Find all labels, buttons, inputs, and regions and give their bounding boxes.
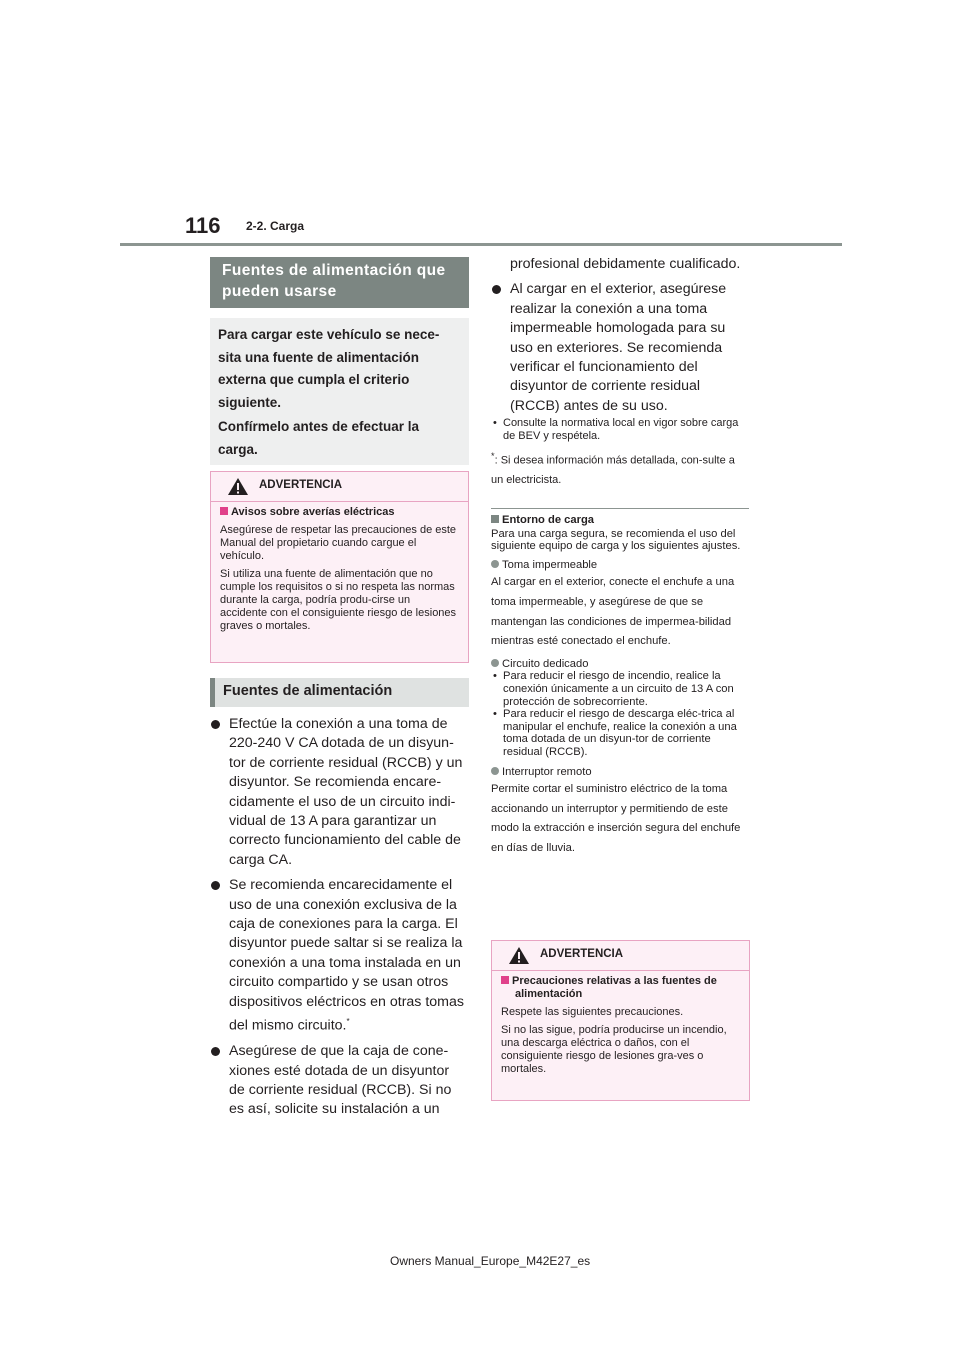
notes — [491, 417, 749, 490]
item-text: Permite cortar el suministro eléctrico de la toma accionando un interruptor y permitiendo de este modo la extracción e inserción segura del enchufe en días de lluvia. — [491, 783, 741, 854]
grey-square-icon — [491, 515, 499, 523]
item-sub: • Para reducir el riesgo de incendio, realice la conexión únicamente a un circuito de 13 A con protección de sobrecorriente. — [491, 670, 749, 708]
footnote-marker: * — [491, 451, 495, 461]
pink-square-icon — [501, 976, 509, 984]
item-title: Toma impermeable — [502, 558, 598, 571]
page-heading: Fuentes de alimentación que pueden usarse — [210, 257, 469, 308]
warning-subtitle: Avisos sobre averías eléctricas — [231, 506, 395, 518]
warning-box-1 — [210, 471, 469, 663]
list-item — [491, 280, 749, 416]
grey-dot-icon — [491, 767, 499, 775]
bullet-text: Se recomienda encarecidamente el uso de una conexión exclusiva de la caja de conexiones para la carga. El disyuntor puede saltar si se realiza la conexión a una toma instalada en un circuito compartido y se usan otros dispositivos eléctricos en otras tomas del mismo circuito. — [229, 877, 464, 1034]
warning-triangle-icon — [227, 477, 249, 496]
list-item — [210, 715, 468, 870]
intro-text-1: Para cargar este vehículo se nece-sita una fuente de alimentación externa que cumpla el criterio siguiente. — [218, 327, 440, 410]
footnote-text: : Si desea información más detallada, con-sulte a un electricista. — [491, 454, 735, 486]
bullet-icon — [211, 720, 220, 729]
bullet-list-2 — [491, 255, 749, 422]
charging-environment — [491, 514, 749, 858]
intro-text-2: Confírmelo antes de efectuar la carga. — [218, 419, 420, 457]
item-sub: • Para reducir el riesgo de descarga eléc-trica al manipular el enchufe, realice la conexión a una toma dotada de un disyun-tor de corriente residual (RCCB). — [491, 708, 749, 758]
subheading: Fuentes de alimentación — [210, 678, 469, 707]
footer-text: Owners Manual_Europe_M42E27_es — [390, 1254, 591, 1268]
warning-paragraph: Si utiliza una fuente de alimentación que no cumple los requisitos o si no respeta las normas durante la carga, podría produ-cirse un accidente con el consiguiente riesgo de lesiones graves o mortales. — [220, 568, 457, 632]
footnote-marker: * — [346, 1017, 350, 1027]
warning-label: ADVERTENCIA — [540, 948, 624, 960]
warning-header — [211, 472, 468, 502]
pink-square-icon — [220, 507, 228, 515]
bullet-icon — [492, 285, 501, 294]
section-divider — [491, 508, 749, 509]
list-item — [210, 876, 468, 1036]
note-text: • Consulte la normativa local en vigor sobre carga de BEV y respétela. — [491, 417, 749, 443]
item-title: Circuito dedicado — [502, 657, 589, 670]
continuation-text: profesional debidamente cualificado. — [510, 256, 741, 272]
list-item — [210, 1042, 468, 1120]
bullet-icon — [211, 1047, 220, 1056]
page-number: 116 — [185, 213, 221, 238]
bullet-list — [210, 715, 468, 1126]
warning-subtitle: Precauciones relativas a las fuentes de alimentación — [512, 975, 717, 1000]
warning-triangle-icon — [508, 946, 530, 965]
env-title: Entorno de carga — [502, 514, 595, 526]
item-text: Al cargar en el exterior, conecte el enchufe a una toma impermeable, y asegúrese de que se mantengan las condiciones de impermea-bilidad mientras esté conectado el enchufe. — [491, 576, 735, 648]
warning-paragraph: Respete las siguientes precauciones. — [501, 1006, 684, 1018]
header-divider — [120, 243, 842, 246]
bullet-text: Asegúrese de que la caja de cone-xiones esté dotada de un disyuntor de corriente residual (RCCB). Si no es así, solicite su instalación a un — [229, 1043, 452, 1118]
warning-box-2 — [491, 940, 750, 1101]
warning-header — [492, 941, 749, 971]
bullet-text: Efectúe la conexión a una toma de 220-240 V CA dotada de un disyun-tor de corriente residual (RCCB) y un disyuntor. Se recomienda encare-cidamente el uso de un circuito indi-vidual de 13 A para garantizar un correcto funcionamiento del cable de carga CA. — [229, 716, 463, 868]
bullet-icon — [211, 881, 220, 890]
item-title: Interruptor remoto — [502, 765, 592, 778]
warning-paragraph: Si no las sigue, podría producirse un incendio, una descarga eléctrica o daños, con el consiguiente riesgo de lesiones gra-ves o mortales. — [501, 1024, 727, 1075]
bullet-text: Al cargar en el exterior, asegúrese realizar la conexión a una toma impermeable homologada para su uso en exteriores. Se recomienda verificar el funcionamiento del disyuntor de corriente residual (RCCB) antes de su uso. — [510, 281, 727, 414]
warning-paragraph: Asegúrese de respetar las precauciones de este Manual del propietario cuando cargue el vehículo. — [220, 524, 457, 562]
warning-label: ADVERTENCIA — [259, 479, 343, 491]
grey-dot-icon — [491, 659, 499, 667]
section-title: 2-2. Carga — [246, 219, 305, 233]
env-intro: Para una carga segura, se recomienda el uso del siguiente equipo de carga y los siguientes ajustes. — [491, 527, 741, 553]
intro-box — [210, 318, 469, 465]
grey-dot-icon — [491, 560, 499, 568]
